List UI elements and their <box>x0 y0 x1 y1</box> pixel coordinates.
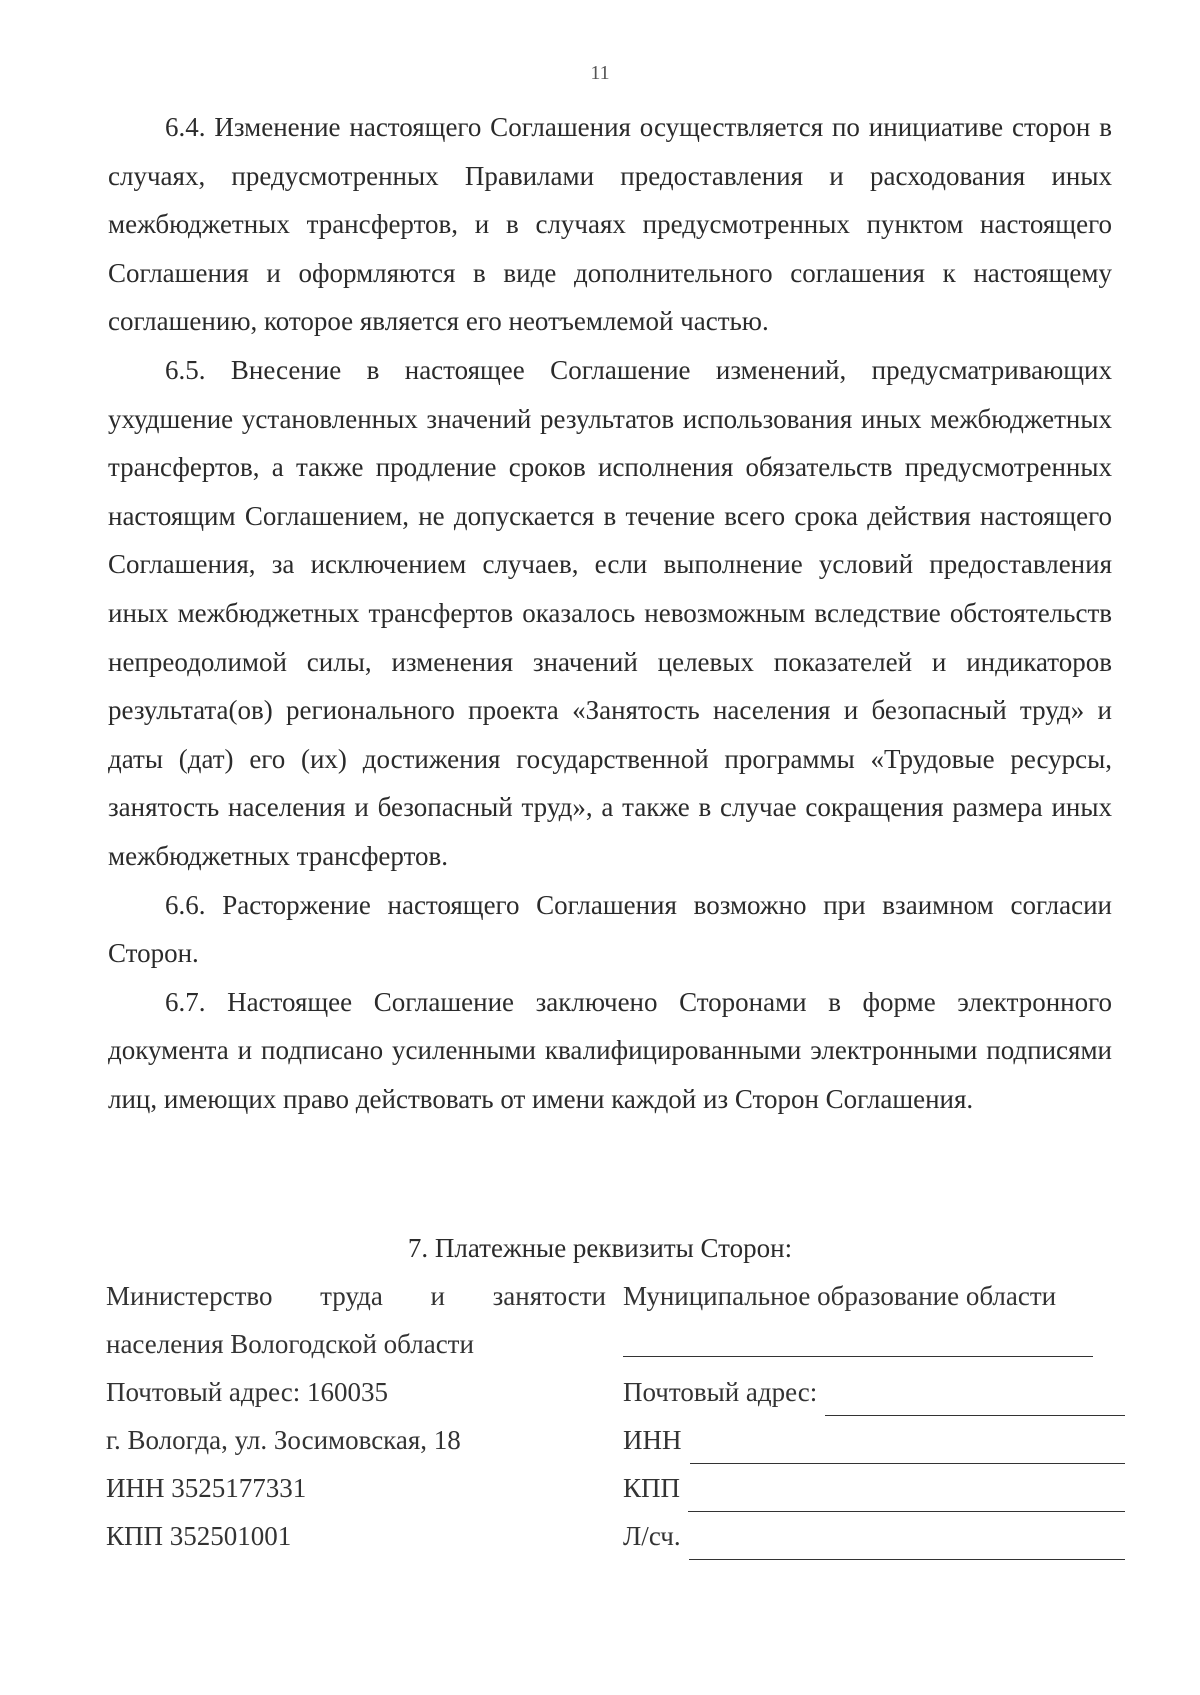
kpp-label: КПП <box>623 1473 681 1503</box>
ministry-street-address: г. Вологда, ул. Зосимовская, 18 <box>106 1425 461 1455</box>
municipality-name-blank <box>623 1320 1125 1368</box>
ministry-name-word: Министерство <box>106 1281 273 1311</box>
account-label: Л/сч. <box>623 1521 681 1551</box>
kpp-line <box>688 1477 1125 1512</box>
ministry-name-line1 <box>106 1272 606 1320</box>
ministry-requisites <box>106 1272 606 1560</box>
postal-address-label: Почтовый адрес: <box>623 1377 818 1407</box>
ministry-name-word: труда <box>320 1281 383 1311</box>
municipality-kpp-row <box>623 1464 1125 1512</box>
ministry-postal-address: Почтовый адрес: 160035 <box>106 1377 389 1407</box>
page-number: 11 <box>590 62 610 84</box>
clause-6-4: 6.4. Изменение настоящего Соглашения осуществляется по инициативе сторон в случаях, предусмотренных Правилами предоставления и расходования иных межбюджетных трансфертов, и в случаях предусмотренных пунктом настоящего Соглашения и оформляются в виде дополнительного соглашения к настоящему соглашению, которое является его неотъемлемой частью. <box>108 112 1112 337</box>
ministry-name-word: занятости <box>492 1281 606 1311</box>
municipality-name-line <box>623 1320 1093 1357</box>
clause-6-5: 6.5. Внесение в настоящее Соглашение изменений, предусматривающих ухудшение установленных значений результатов использования иных межбюджетных трансфертов, а также продление сроков исполнения обязательств предусмотренных настоящим Соглашением, не допускается в течение всего срока действия настоящего Соглашения, за исключением случаев, если выполнение условий предоставления иных межбюджетных трансфертов оказалось невозможным вследствие обстоятельств непреодолимой силы, изменения значений целевых показателей и индикаторов результата(ов) регионального проекта «Занятость населения и безопасный труд» и даты (дат) его (их) достижения государственной программы «Трудовые ресурсы, занятость населения и безопасный труд», а также в случае сокращения размера иных межбюджетных трансфертов. <box>108 354 1112 871</box>
clause-6-7: 6.7. Настоящее Соглашение заключено Сторонами в форме электронного документа и подписано усиленными квалифицированными электронными подписями лиц, имеющих право действовать от имени каждой из Сторон Соглашения. <box>108 986 1112 1114</box>
agreement-body <box>108 103 1112 1123</box>
municipality-postal-row <box>623 1368 1125 1416</box>
inn-line <box>690 1429 1126 1464</box>
account-line <box>689 1525 1125 1560</box>
municipality-name: Муниципальное образование области <box>623 1281 1057 1311</box>
clause-6-6: 6.6. Расторжение настоящего Соглашения возможно при взаимном согласии Сторон. <box>108 889 1112 969</box>
municipality-account-row <box>623 1512 1125 1560</box>
postal-address-line <box>825 1381 1125 1416</box>
municipality-inn-row <box>623 1416 1125 1464</box>
ministry-kpp: КПП 352501001 <box>106 1521 292 1551</box>
ministry-name-line2: населения Вологодской области <box>106 1329 474 1359</box>
ministry-inn: ИНН 3525177331 <box>106 1473 307 1503</box>
inn-label: ИНН <box>623 1425 682 1455</box>
ministry-name-word: и <box>430 1281 445 1311</box>
municipality-requisites <box>623 1272 1125 1560</box>
requisites-heading: 7. Платежные реквизиты Сторон: <box>407 1233 793 1263</box>
